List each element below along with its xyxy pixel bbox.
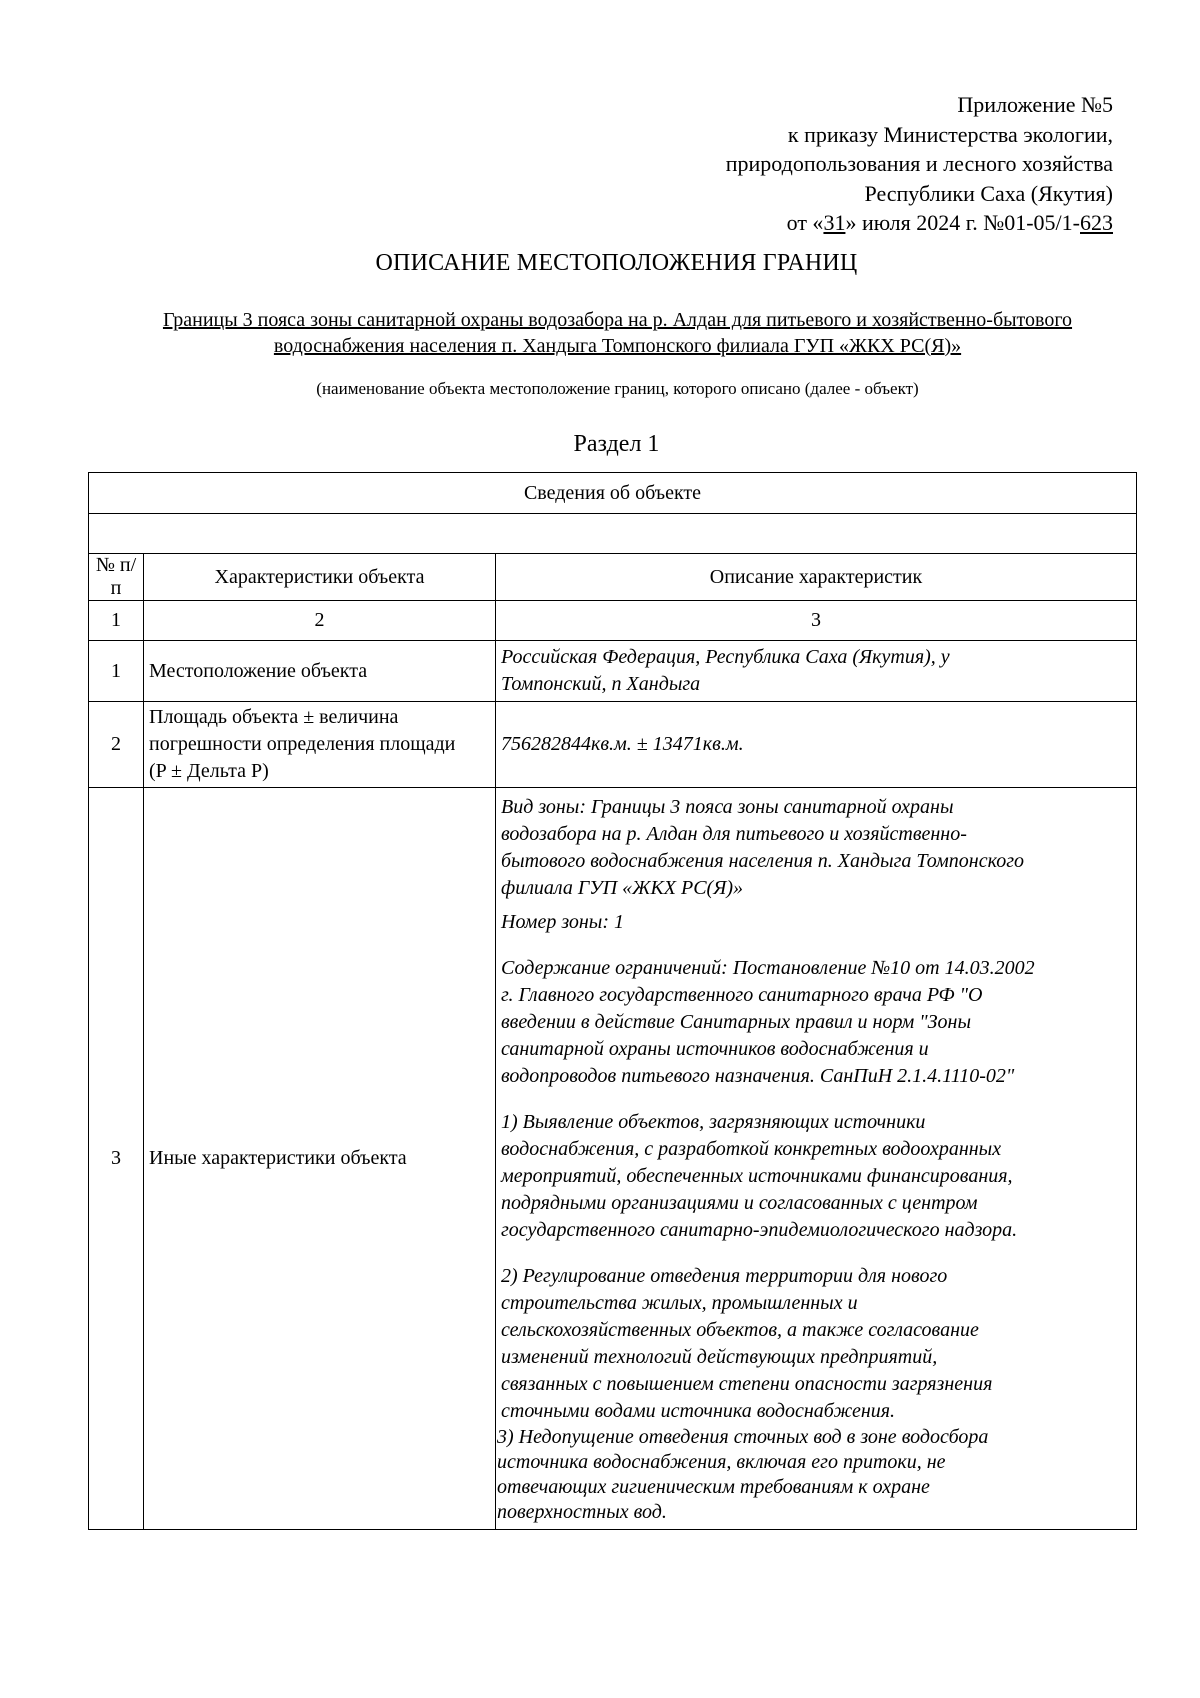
row-description bbox=[496, 788, 1137, 1530]
row-characteristic bbox=[144, 702, 496, 788]
appendix-line: Республики Саха (Якутия) bbox=[864, 180, 1113, 206]
table-row bbox=[89, 788, 1137, 1530]
column-numbers-row bbox=[89, 601, 1137, 641]
zone-type bbox=[501, 794, 1131, 902]
column-number: 2 bbox=[144, 601, 496, 641]
characteristic-line: (P ± Дельта P) bbox=[149, 760, 269, 782]
description-line: г. Главного государственного санитарного врача РФ "О bbox=[501, 984, 983, 1006]
description-line: 2) Регулирование отведения территории для нового bbox=[501, 1265, 948, 1287]
appendix-line: Приложение №5 bbox=[957, 92, 1113, 117]
row-description: 756282844кв.м. ± 13471кв.м. bbox=[496, 702, 1137, 788]
object-name-line: водоснабжения населения п. Хандыга Томпонского филиала ГУП «ЖКХ РС(Я)» bbox=[273, 335, 962, 357]
empty-cell bbox=[89, 514, 1137, 554]
description-line: сельскохозяйственных объектов, а также согласование bbox=[501, 1319, 979, 1341]
description-line: Содержание ограничений: Постановление №10 от 14.03.2002 bbox=[501, 957, 1035, 979]
description-line: водопроводов питьевого назначения. СанПиН 2.1.4.1110-02" bbox=[501, 1065, 1015, 1087]
appendix-line: к приказу Министерства экологии, bbox=[787, 121, 1113, 147]
date-prefix: от « bbox=[786, 210, 824, 235]
row-number: 3 bbox=[89, 788, 144, 1530]
description-line: строительства жилых, промышленных и bbox=[501, 1292, 858, 1314]
row-description bbox=[496, 641, 1137, 702]
object-name-line: Границы 3 пояса зоны санитарной охраны водозабора на р. Алдан для питьевого и хозяйственно-бытового bbox=[162, 309, 1073, 331]
table-empty-row bbox=[89, 514, 1137, 554]
object-name bbox=[90, 307, 1145, 359]
restriction-item-2 bbox=[501, 1263, 1131, 1425]
restriction-item-3 bbox=[497, 1425, 1131, 1525]
zone-number: Номер зоны: 1 bbox=[501, 911, 624, 933]
description-line: 1) Выявление объектов, загрязняющих источники bbox=[501, 1111, 926, 1133]
description-line: водоснабжения, с разработкой конкретных водоохранных bbox=[501, 1138, 1002, 1160]
description-line: связанных с повышением степени опасности загрязнения bbox=[501, 1373, 993, 1395]
description-line: бытового водоснабжения населения п. Хандыга Томпонского bbox=[501, 850, 1024, 872]
description-line: источника водоснабжения, включая его притоки, не bbox=[497, 1451, 946, 1473]
order-number: 623 bbox=[1080, 210, 1113, 235]
column-number: 3 bbox=[496, 601, 1137, 641]
restrictions bbox=[501, 955, 1131, 1090]
description-line: изменений технологий действующих предприятий, bbox=[501, 1346, 938, 1368]
table-row bbox=[89, 641, 1137, 702]
description-line: подрядными организациями и согласованных с центром bbox=[501, 1192, 978, 1214]
description-line: филиала ГУП «ЖКХ РС(Я)» bbox=[501, 877, 744, 899]
table-header: Сведения об объекте bbox=[89, 473, 1137, 514]
description-line: введении в действие Санитарных правил и норм "Зоны bbox=[501, 1011, 971, 1033]
description-line: Российская Федерация, Республика Саха (Якутия), у bbox=[501, 646, 950, 668]
restriction-item-1 bbox=[501, 1109, 1131, 1244]
description-line: поверхностных вод. bbox=[497, 1501, 667, 1523]
description-line: санитарной охраны источников водоснабжения и bbox=[501, 1038, 929, 1060]
table-row bbox=[89, 702, 1137, 788]
description-line: мероприятий, обеспеченных источниками финансирования, bbox=[501, 1165, 1013, 1187]
description-line: сточными водами источника водоснабжения. bbox=[501, 1400, 896, 1422]
characteristic-line: погрешности определения площади bbox=[149, 733, 456, 755]
characteristic-line: Площадь объекта ± величина bbox=[149, 706, 399, 728]
appendix-line: природопользования и лесного хозяйства bbox=[725, 151, 1113, 176]
row-characteristic: Местоположение объекта bbox=[144, 641, 496, 702]
column-number: 1 bbox=[89, 601, 144, 641]
section-title: Раздел 1 bbox=[573, 431, 660, 457]
column-headers-row bbox=[89, 554, 1137, 601]
description-line: государственного санитарно-эпидемиологического надзора. bbox=[501, 1219, 1018, 1241]
description-line: 3) Недопущение отведения сточных вод в зоне водосбора bbox=[497, 1426, 989, 1448]
object-info-table bbox=[88, 472, 1137, 1530]
document-title: ОПИСАНИЕ МЕСТОПОЛОЖЕНИЯ ГРАНИЦ bbox=[375, 250, 858, 276]
column-header-characteristic: Характеристики объекта bbox=[144, 554, 496, 601]
description-line: Вид зоны: Границы 3 пояса зоны санитарной охраны bbox=[501, 796, 954, 818]
date-day: 31 bbox=[823, 210, 846, 235]
column-header-num: № п/п bbox=[89, 554, 144, 601]
description-line: водозабора на р. Алдан для питьевого и хозяйственно- bbox=[501, 823, 967, 845]
appendix-date-line bbox=[726, 208, 1113, 238]
description-line: Томпонский, п Хандыга bbox=[501, 673, 701, 695]
appendix-block bbox=[726, 90, 1113, 238]
object-caption: (наименование объекта местоположение границ, которого описано (далее - объект) bbox=[316, 379, 919, 398]
row-number: 1 bbox=[89, 641, 144, 702]
description-line: отвечающих гигиеническим требованиям к охране bbox=[497, 1476, 930, 1498]
row-characteristic: Иные характеристики объекта bbox=[144, 788, 496, 1530]
row-number: 2 bbox=[89, 702, 144, 788]
column-header-description: Описание характеристик bbox=[496, 554, 1137, 601]
date-middle: » июля 2024 г. №01-05/1- bbox=[845, 210, 1080, 235]
table-header-row bbox=[89, 473, 1137, 514]
